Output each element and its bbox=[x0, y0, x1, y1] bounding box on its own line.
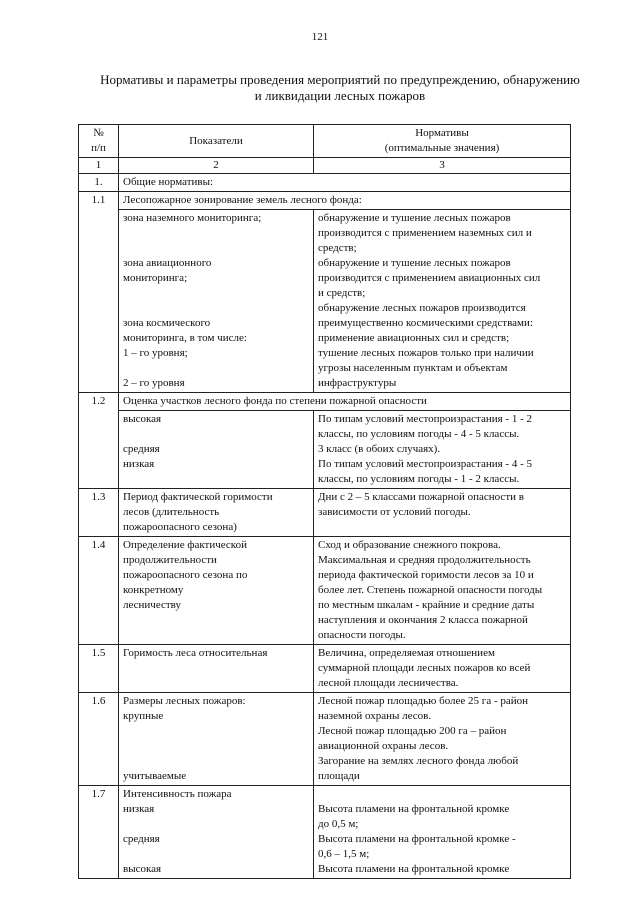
indicator-line: Период фактической горимости bbox=[123, 491, 273, 503]
norm-cell bbox=[314, 645, 571, 693]
indicator-cell bbox=[119, 411, 314, 489]
norm-cell bbox=[314, 210, 571, 393]
norm-line: 0,6 – 1,5 м; bbox=[318, 848, 370, 860]
norm-line: средств; bbox=[318, 242, 357, 254]
norm-line: угрозы населенным пунктам и объектам bbox=[318, 362, 508, 374]
table-row bbox=[79, 411, 571, 489]
norm-line: производится с применением наземных сил и bbox=[318, 227, 532, 239]
norm-line: площади bbox=[318, 770, 360, 782]
indicator-cell bbox=[119, 786, 314, 879]
row-title: Лесопожарное зонирование земель лесного фонда: bbox=[119, 192, 571, 210]
title-line-2: и ликвидации лесных пожаров bbox=[254, 88, 426, 103]
norm-line: Величина, определяемая отношением bbox=[318, 647, 495, 659]
norm-line: обнаружение и тушение лесных пожаров bbox=[318, 257, 511, 269]
indicator-line: высокая bbox=[123, 413, 162, 425]
norm-line: Высота пламени на фронтальной кромке bbox=[318, 863, 510, 875]
norm-line: По типам условий местопроизрастания - 4 - 5 bbox=[318, 458, 532, 470]
row-num: 1.6 bbox=[79, 693, 119, 786]
norm-line: Максимальная и средняя продолжительность bbox=[318, 554, 531, 566]
indicator-line: лесничеству bbox=[123, 599, 181, 611]
section-label: Общие нормативы: bbox=[119, 174, 571, 192]
row-num: 1. bbox=[79, 174, 119, 192]
norm-line: наземной охраны лесов. bbox=[318, 710, 432, 722]
norm-line: по местным шкалам - крайние и средние даты bbox=[318, 599, 535, 611]
norm-line: производится с применением авиационных сил bbox=[318, 272, 541, 284]
indicator-line: низкая bbox=[123, 803, 155, 815]
indicator-line: средняя bbox=[123, 443, 160, 455]
column-number-row bbox=[79, 158, 571, 174]
col-number-1: 1 bbox=[79, 158, 119, 174]
indicator-cell bbox=[119, 537, 314, 645]
table-row bbox=[79, 537, 571, 645]
norm-line: суммарной площади лесных пожаров ко всей bbox=[318, 662, 531, 674]
norm-line: классы, по условиям погоды - 4 - 5 классы. bbox=[318, 428, 520, 440]
table-header-row bbox=[79, 125, 571, 158]
table-row bbox=[79, 192, 571, 210]
indicator-cell bbox=[119, 645, 314, 693]
table-row bbox=[79, 693, 571, 786]
row-num: 1.1 bbox=[79, 192, 119, 393]
norm-cell bbox=[314, 411, 571, 489]
row-num: 1.3 bbox=[79, 489, 119, 537]
norm-cell bbox=[314, 693, 571, 786]
norm-line: Загорание на землях лесного фонда любой bbox=[318, 755, 519, 767]
indicator-line: продолжительности bbox=[123, 554, 217, 566]
indicator-line: крупные bbox=[123, 710, 164, 722]
indicator-cell bbox=[119, 693, 314, 786]
norm-line: 3 класс (в обоих случаях). bbox=[318, 443, 441, 455]
header-num-line-2: п/п bbox=[91, 142, 106, 154]
indicator-line: зона наземного мониторинга; bbox=[123, 212, 262, 224]
table-row bbox=[79, 174, 571, 192]
indicator-cell bbox=[119, 210, 314, 393]
indicator-line: Горимость леса относительная bbox=[123, 647, 268, 659]
norm-line: более лет. Степень пожарной опасности погоды bbox=[318, 584, 543, 596]
col-number-3: 3 bbox=[314, 158, 571, 174]
norm-line: тушение лесных пожаров только при наличии bbox=[318, 347, 534, 359]
indicator-line: мониторинга; bbox=[123, 272, 188, 284]
norm-line: Лесной пожар площадью 200 га – район bbox=[318, 725, 507, 737]
header-norms-line-1: Нормативы bbox=[415, 127, 469, 139]
norm-line: до 0,5 м; bbox=[318, 818, 359, 830]
table-row bbox=[79, 393, 571, 411]
indicator-line: пожароопасного сезона по bbox=[123, 569, 248, 581]
table-row bbox=[79, 210, 571, 393]
norm-line: Сход и образование снежного покрова. bbox=[318, 539, 501, 551]
row-title: Оценка участков лесного фонда по степени пожарной опасности bbox=[119, 393, 571, 411]
table-row bbox=[79, 489, 571, 537]
indicator-line: Интенсивность пожара bbox=[123, 788, 232, 800]
indicator-line: пожароопасного сезона) bbox=[123, 521, 237, 533]
indicator-line: низкая bbox=[123, 458, 155, 470]
col-number-2: 2 bbox=[119, 158, 314, 174]
indicator-line: учитываемые bbox=[123, 770, 187, 782]
norms-table bbox=[78, 124, 571, 879]
row-num: 1.4 bbox=[79, 537, 119, 645]
norm-cell bbox=[314, 489, 571, 537]
indicator-line: 2 – го уровня bbox=[123, 377, 185, 389]
row-num: 1.5 bbox=[79, 645, 119, 693]
table-row bbox=[79, 645, 571, 693]
norm-line: применение авиационных сил и средств; bbox=[318, 332, 510, 344]
document-title bbox=[70, 72, 610, 104]
norm-cell bbox=[314, 537, 571, 645]
norm-line: По типам условий местопроизрастания - 1 - 2 bbox=[318, 413, 532, 425]
norm-line: Высота пламени на фронтальной кромке bbox=[318, 803, 510, 815]
norm-line: Дни с 2 – 5 классами пожарной опасности в bbox=[318, 491, 524, 503]
norm-line: авиационной охраны лесов. bbox=[318, 740, 449, 752]
norm-line: опасности погоды. bbox=[318, 629, 406, 641]
title-line-1: Нормативы и параметры проведения мероприятий по предупреждению, обнаружению bbox=[100, 72, 580, 87]
row-num: 1.2 bbox=[79, 393, 119, 489]
norm-line: Высота пламени на фронтальной кромке - bbox=[318, 833, 516, 845]
table-row bbox=[79, 786, 571, 879]
indicator-line: Определение фактической bbox=[123, 539, 247, 551]
header-norms-line-2: (оптимальные значения) bbox=[384, 142, 500, 154]
indicator-line: высокая bbox=[123, 863, 162, 875]
indicator-line: конкретному bbox=[123, 584, 184, 596]
norm-line: наступления и окончания 2 класса пожарной bbox=[318, 614, 528, 626]
indicator-line: мониторинга, в том числе: bbox=[123, 332, 247, 344]
indicator-line: лесов (длительность bbox=[123, 506, 220, 518]
indicator-cell bbox=[119, 489, 314, 537]
indicator-line: 1 – го уровня; bbox=[123, 347, 188, 359]
norm-line: обнаружение лесных пожаров производится bbox=[318, 302, 526, 314]
header-num bbox=[79, 125, 119, 158]
norm-line: классы, по условиям погоды - 1 - 2 классы. bbox=[318, 473, 520, 485]
norm-line: инфраструктуры bbox=[318, 377, 397, 389]
norm-cell bbox=[314, 786, 571, 879]
header-norms bbox=[314, 125, 571, 158]
norm-line: периода фактической горимости лесов за 10 и bbox=[318, 569, 534, 581]
indicator-line: зона космического bbox=[123, 317, 211, 329]
indicator-line: зона авиационного bbox=[123, 257, 212, 269]
norm-line: обнаружение и тушение лесных пожаров bbox=[318, 212, 511, 224]
norm-line: лесной площади лесничества. bbox=[318, 677, 459, 689]
norm-line: Лесной пожар площадью более 25 га - район bbox=[318, 695, 529, 707]
page-number: 121 bbox=[311, 31, 329, 43]
indicator-line: Размеры лесных пожаров: bbox=[123, 695, 246, 707]
indicator-line: средняя bbox=[123, 833, 160, 845]
norm-line: и средств; bbox=[318, 287, 366, 299]
header-num-line-1: № bbox=[93, 127, 104, 139]
header-indicators: Показатели bbox=[119, 125, 314, 158]
norm-line: преимущественно космическими средствами: bbox=[318, 317, 533, 329]
row-num: 1.7 bbox=[79, 786, 119, 879]
norm-line: зависимости от условий погоды. bbox=[318, 506, 471, 518]
